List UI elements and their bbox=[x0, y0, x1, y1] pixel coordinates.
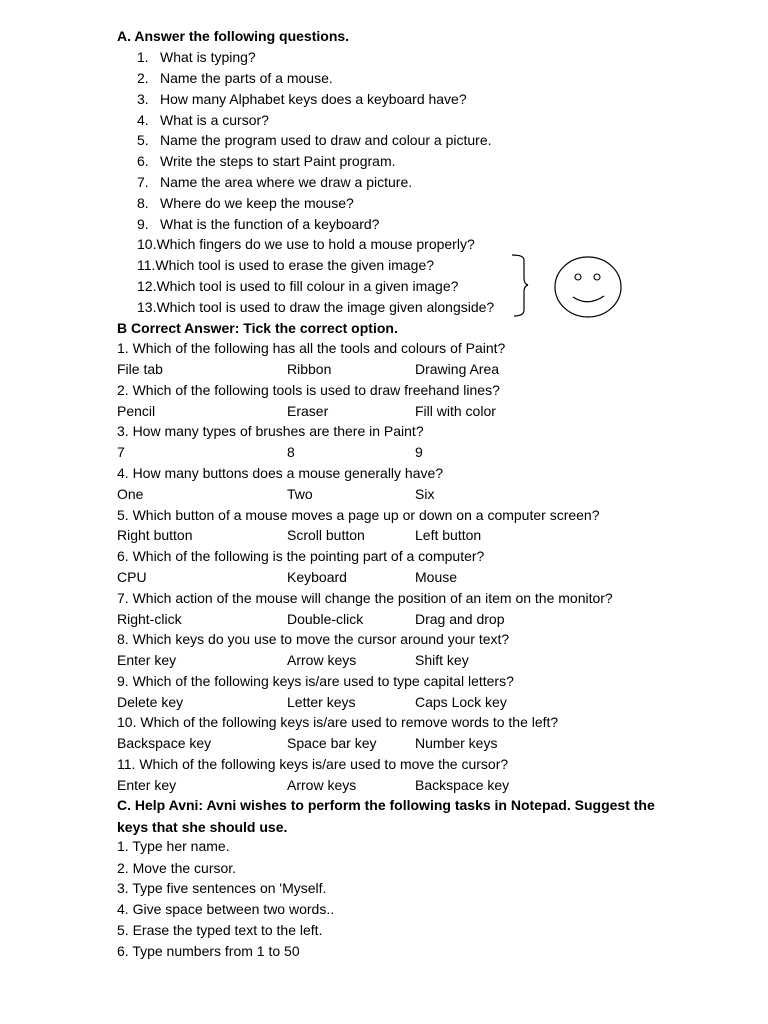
option-text: Drag and drop bbox=[415, 611, 505, 627]
option-text: Fill with color bbox=[415, 403, 496, 419]
question-number: 7. bbox=[137, 174, 149, 190]
question-a-10: 10.Which fingers do we use to hold a mouse properly? bbox=[137, 236, 475, 252]
option-text: Right-click bbox=[117, 611, 182, 627]
question-a-11: 11.Which tool is used to erase the given image? bbox=[137, 257, 435, 273]
option-text: Drawing Area bbox=[415, 361, 500, 377]
option-text: Enter key bbox=[117, 777, 177, 793]
question-number: 1. bbox=[137, 49, 149, 65]
question-b-10: 10. Which of the following keys is/are used to remove words to the left? bbox=[117, 714, 559, 730]
question-b-5: 5. Which button of a mouse moves a page up or down on a computer screen? bbox=[117, 507, 600, 523]
section-c-heading-line1: C. Help Avni: Avni wishes to perform the following tasks in Notepad. Suggest the bbox=[117, 797, 655, 813]
question-text: Name the program used to draw and colour a picture. bbox=[160, 132, 492, 148]
option-text: Shift key bbox=[415, 652, 469, 668]
smiley-face-icon bbox=[508, 250, 626, 320]
question-number: 6. bbox=[137, 153, 149, 169]
bracket-shape bbox=[512, 255, 528, 316]
question-b-6: 6. Which of the following is the pointing part of a computer? bbox=[117, 548, 485, 564]
question-text: Name the area where we draw a picture. bbox=[160, 174, 413, 190]
question-text: Where do we keep the mouse? bbox=[160, 195, 354, 211]
option-text: Delete key bbox=[117, 694, 184, 710]
question-number: 9. bbox=[137, 216, 149, 232]
option-text: Enter key bbox=[117, 652, 177, 668]
option-text: Ribbon bbox=[287, 361, 332, 377]
question-number: 3. bbox=[137, 91, 149, 107]
option-text: One bbox=[117, 486, 144, 502]
task-c-2: 2. Move the cursor. bbox=[117, 860, 237, 876]
question-b-2: 2. Which of the following tools is used to draw freehand lines? bbox=[117, 382, 500, 398]
question-b-1: 1. Which of the following has all the tools and colours of Paint? bbox=[117, 340, 506, 356]
option-text: Keyboard bbox=[287, 569, 347, 585]
question-number: 5. bbox=[137, 132, 149, 148]
question-number: 4. bbox=[137, 112, 149, 128]
question-b-3: 3. How many types of brushes are there in Paint? bbox=[117, 423, 424, 439]
task-c-5: 5. Erase the typed text to the left. bbox=[117, 922, 323, 938]
option-text: File tab bbox=[117, 361, 163, 377]
task-c-6: 6. Type numbers from 1 to 50 bbox=[117, 943, 300, 959]
option-text: 8 bbox=[287, 444, 295, 460]
question-text: What is a cursor? bbox=[160, 112, 269, 128]
face-outline bbox=[555, 257, 621, 317]
question-a-12: 12.Which tool is used to fill colour in a given image? bbox=[137, 278, 459, 294]
question-a-13: 13.Which tool is used to draw the image given alongside? bbox=[137, 299, 495, 315]
option-text: Backspace key bbox=[415, 777, 510, 793]
option-text: Space bar key bbox=[287, 735, 377, 751]
left-eye bbox=[575, 274, 581, 280]
question-b-11: 11. Which of the following keys is/are used to move the cursor? bbox=[117, 756, 509, 772]
section-b-heading: B Correct Answer: Tick the correct option. bbox=[117, 320, 398, 336]
option-text: Double-click bbox=[287, 611, 364, 627]
option-text: Arrow keys bbox=[287, 652, 357, 668]
option-text: 9 bbox=[415, 444, 423, 460]
section-a-heading: A. Answer the following questions. bbox=[117, 28, 350, 44]
option-text: Right button bbox=[117, 527, 193, 543]
option-text: Number keys bbox=[415, 735, 498, 751]
option-text: CPU bbox=[117, 569, 147, 585]
question-number: 2. bbox=[137, 70, 149, 86]
task-c-1: 1. Type her name. bbox=[117, 838, 230, 854]
question-text: Write the steps to start Paint program. bbox=[160, 153, 396, 169]
option-text: Mouse bbox=[415, 569, 458, 585]
option-text: 7 bbox=[117, 444, 125, 460]
question-b-7: 7. Which action of the mouse will change the position of an item on the monitor? bbox=[117, 590, 613, 606]
question-text: Name the parts of a mouse. bbox=[160, 70, 333, 86]
right-eye bbox=[594, 274, 600, 280]
section-c-heading-line2: keys that she should use. bbox=[117, 819, 288, 835]
task-c-4: 4. Give space between two words.. bbox=[117, 901, 335, 917]
question-text: How many Alphabet keys does a keyboard have? bbox=[160, 91, 467, 107]
question-text: What is typing? bbox=[160, 49, 256, 65]
question-number: 8. bbox=[137, 195, 149, 211]
question-b-4: 4. How many buttons does a mouse generally have? bbox=[117, 465, 444, 481]
option-text: Caps Lock key bbox=[415, 694, 507, 710]
option-text: Eraser bbox=[287, 403, 329, 419]
option-text: Left button bbox=[415, 527, 482, 543]
option-text: Backspace key bbox=[117, 735, 212, 751]
option-text: Two bbox=[287, 486, 313, 502]
smile-mouth bbox=[573, 296, 604, 302]
task-c-3: 3. Type five sentences on 'Myself. bbox=[117, 880, 327, 896]
question-b-8: 8. Which keys do you use to move the cursor around your text? bbox=[117, 631, 510, 647]
option-text: Letter keys bbox=[287, 694, 356, 710]
question-b-9: 9. Which of the following keys is/are used to type capital letters? bbox=[117, 673, 514, 689]
option-text: Arrow keys bbox=[287, 777, 357, 793]
option-text: Pencil bbox=[117, 403, 156, 419]
option-text: Six bbox=[415, 486, 435, 502]
option-text: Scroll button bbox=[287, 527, 365, 543]
question-text: What is the function of a keyboard? bbox=[160, 216, 380, 232]
